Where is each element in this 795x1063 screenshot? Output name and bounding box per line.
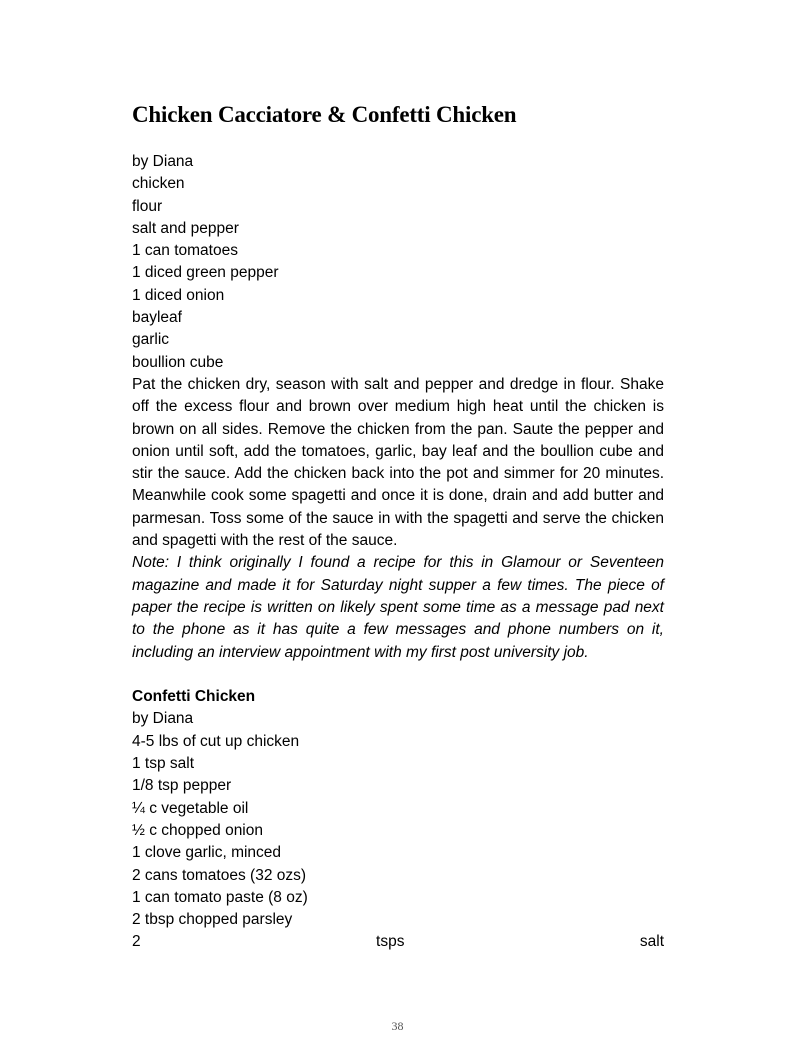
last-line-unit: tsps xyxy=(376,933,405,951)
recipe2-heading: Confetti Chicken xyxy=(132,688,256,706)
recipe1-ingredient: boullion cube xyxy=(132,353,224,371)
recipe2-ingredient: 1 can tomato paste (8 oz) xyxy=(132,888,308,906)
recipe1-byline: by Diana xyxy=(132,153,194,170)
recipe2-ingredient: ½ c chopped onion xyxy=(132,821,263,839)
last-line-qty: 2 xyxy=(132,933,141,951)
document-page xyxy=(132,98,664,954)
recipe2-last-line xyxy=(132,931,664,953)
recipe1-ingredient: garlic xyxy=(132,331,170,349)
recipe1-instructions: Pat the chicken dry, season with salt and pepper and dredge in flour. Shake off the excess flour and brown over medium high heat until the chicken is brown on all sides. Remove the chicken from the pan. Saute the pepper and onion until soft, add the tomatoes, garlic, bay leaf and the boullion cube and stir the sauce. Add the chicken back into the pot and simmer for 20 minutes. Meanwhile cook some spagetti and once it is done, drain and add butter and parmesan. Toss some of the sauce in with the spagetti and serve the chicken and spagetti with the rest of the sauce. xyxy=(132,375,664,550)
recipe2-ingredient: 2 cans tomatoes (32 ozs) xyxy=(132,866,307,884)
recipe-body xyxy=(132,151,664,954)
recipe2-ingredient: 1 clove garlic, minced xyxy=(132,844,282,862)
recipe2-ingredient: 1/8 tsp pepper xyxy=(132,777,232,795)
recipe1-ingredient: bayleaf xyxy=(132,309,182,327)
recipe2-ingredient: ¼ c vegetable oil xyxy=(132,799,249,817)
last-line-item: salt xyxy=(639,933,664,951)
recipe1-note: Note: I think originally I found a recipe for this in Glamour or Seventeen magazine and made it for Saturday night supper a few times. The piece of paper the recipe is written on likely spent some time as a message pad next to the phone as it has quite a few messages and phone numbers on it, including an interview appointment with my first post university job. xyxy=(132,554,664,661)
recipe2-ingredient: 2 tbsp chopped parsley xyxy=(132,911,293,929)
recipe1-ingredient: 1 diced green pepper xyxy=(132,264,279,282)
page-number: 38 xyxy=(391,1019,404,1033)
recipe1-ingredient: chicken xyxy=(132,175,185,193)
spacer xyxy=(132,664,664,686)
recipe2-ingredient: 1 tsp salt xyxy=(132,755,195,773)
recipe1-ingredient: salt and pepper xyxy=(132,219,239,237)
page-title: Chicken Cacciatore & Confetti Chicken xyxy=(132,102,517,127)
recipe1-ingredient: 1 can tomatoes xyxy=(132,242,238,260)
recipe2-ingredient: 4-5 lbs of cut up chicken xyxy=(132,732,300,750)
recipe2-byline: by Diana xyxy=(132,710,194,728)
recipe1-ingredient: 1 diced onion xyxy=(132,286,225,304)
recipe1-ingredient: flour xyxy=(132,197,163,215)
